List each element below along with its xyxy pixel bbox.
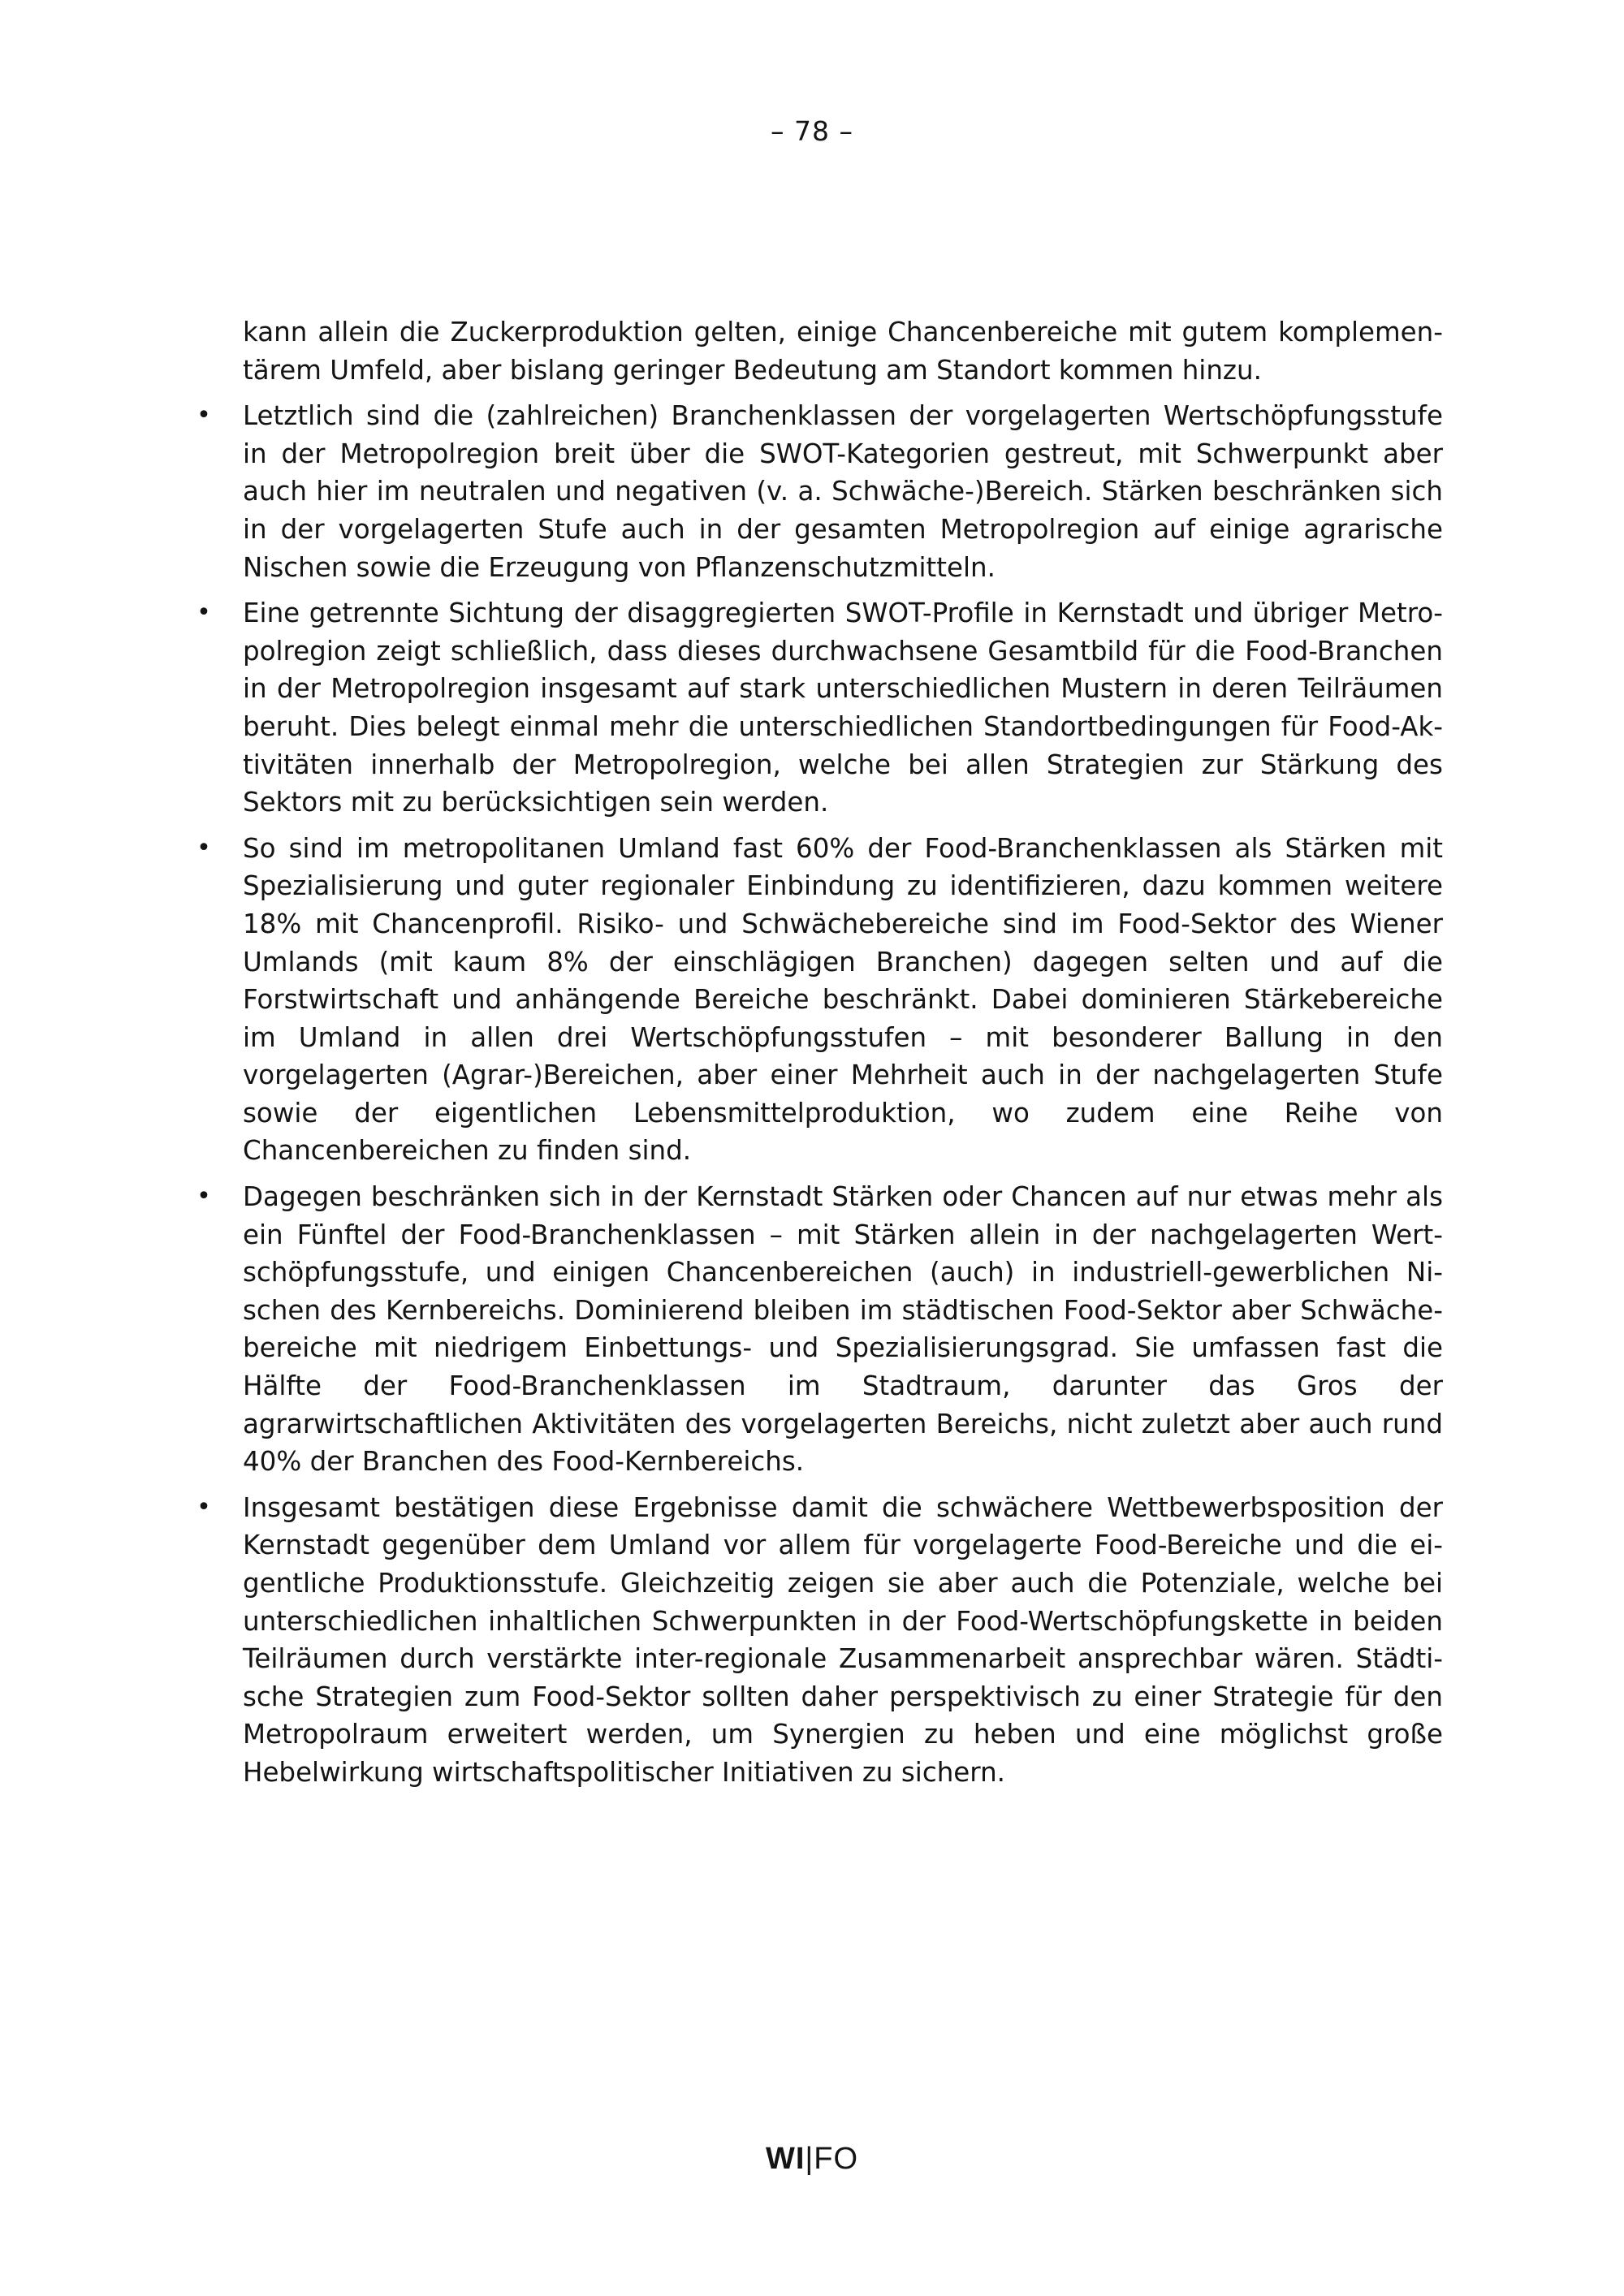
bullet-icon: • <box>197 1492 211 1521</box>
list-item <box>197 1489 1443 1792</box>
wifo-logo <box>0 2142 1624 2177</box>
list-item-text: Letztlich sind die (zahlreichen) Branchenklassen der vorgelagerten Wertschöpfungsstufe in der Metropolregion breit über die SWOT-Kategorien gestreut, mit Schwerpunkt aber auch hier im neutralen und negativen (v. a. Schwäche-)Bereich. Stärken beschränken sich in der vorgelagerten Stufe auch in der gesamten Metropolregion auf einige agrarische Nischen sowie die Erzeugung von Pflanzenschutzmitteln. <box>243 400 1443 583</box>
list-item-text: Dagegen beschränken sich in der Kernstadt Stärken oder Chancen auf nur etwas mehr als ein Fünftel der Food-Branchenklassen – mit Stärken allein in der nachgelagerten Wertschöpfungsstufe, und einigen Chancenbereichen (auch) in industriell-gewerblichen Nischen des Kernbereichs. Dominierend bleiben im städtischen Food-Sektor aber Schwächebereiche mit niedrigem Einbettungs- und Spezialisierungsgrad. Sie umfassen fast die Hälfte der Food-Branchenklassen im Stadtraum, darunter das Gros der agrarwirtschaftlichen Aktivitäten des vorgelagerten Bereichs, nicht zuletzt aber auch rund 40% der Branchen des Food-Kernbereichs. <box>243 1181 1443 1478</box>
list-item-text: Insgesamt bestätigen diese Ergebnisse damit die schwächere Wettbewerbsposition der Kernstadt gegenüber dem Umland vor allem für vorgelagerte Food-Bereiche und die eigentliche Produktionsstufe. Gleichzeitig zeigen sie aber auch die Potenziale, welche bei unterschiedlichen inhaltlichen Schwerpunkten in der Food-Wertschöpfungskette in beiden Teilräumen durch verstärkte inter-regionale Zusammenarbeit ansprechbar wären. Städtische Strategien zum Food-Sektor sollten daher perspektivisch zu einer Strategie für den Metropolraum erweitert werden, um Synergien zu heben und eine möglichst große Hebelwirkung wirtschaftspolitischer Initiativen zu sichern. <box>243 1491 1443 1788</box>
logo-separator: | <box>805 2142 814 2176</box>
list-item-text: Eine getrennte Sichtung der disaggregierten SWOT-Profile in Kernstadt und übriger Metropolregion zeigt schließlich, dass dieses durchwachsene Gesamtbild für die Food-Branchen in der Metropolregion insgesamt auf stark unterschiedlichen Mustern in deren Teilräumen beruht. Dies belegt einmal mehr die unterschiedlichen Standortbedingungen für Food-Aktivitäten innerhalb der Metropolregion, welche bei allen Strategien zur Stärkung des Sektors mit zu berücksichtigen sein werden. <box>243 598 1443 818</box>
page-number: – 78 – <box>771 115 853 147</box>
bullet-list <box>197 397 1443 1791</box>
list-item-text: So sind im metropolitanen Umland fast 60% der Food-Branchenklassen als Stärken mit Spezialisierung und guter regionaler Einbindung zu identifizieren, dazu kommen weitere 18% mit Chancenprofil. Risiko- und Schwächebereiche sind im Food-Sektor des Wiener Umlands (mit kaum 8% der einschlägigen Branchen) dagegen selten und auf die Forstwirtschaft und anhängende Bereiche beschränkt. Dabei dominieren Stärkebereiche im Umland in allen drei Wertschöpfungsstufen – mit besonderer Ballung in den vorgelagerten (Agrar-)Bereichen, aber einer Mehrheit auch in der nachgelagerten Stufe sowie der eigentlichen Lebensmittelproduktion, wo zudem eine Reihe von Chancenbereichen zu finden sind. <box>243 832 1443 1167</box>
main-text <box>197 313 1443 1800</box>
bullet-icon: • <box>197 598 211 628</box>
bullet-icon: • <box>197 401 211 430</box>
list-item <box>197 830 1443 1170</box>
list-item <box>197 594 1443 822</box>
continuation-paragraph: kann allein die Zuckerproduktion gelten, einige Chancenbereiche mit gutem komplementärem Umfeld, aber bislang geringer Bedeutung am Standort kommen hinzu. <box>243 317 1443 386</box>
bullet-icon: • <box>197 833 211 862</box>
logo-part-bold: WI <box>765 2142 806 2176</box>
bullet-icon: • <box>197 1182 211 1211</box>
list-item <box>197 397 1443 586</box>
logo-part-light: FO <box>814 2142 859 2176</box>
list-item <box>197 1178 1443 1481</box>
